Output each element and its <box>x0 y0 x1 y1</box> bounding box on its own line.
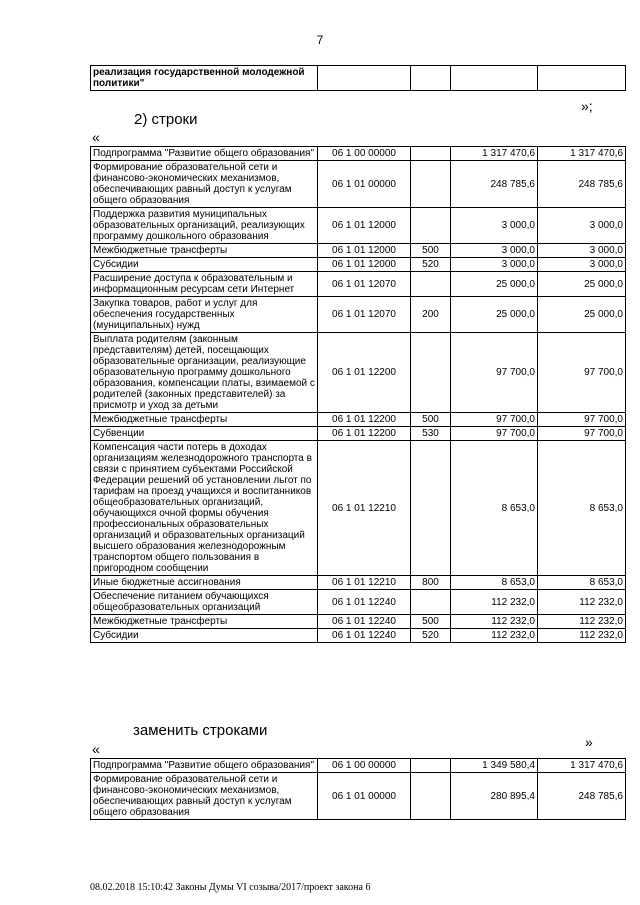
row-amount-1: 280 895,4 <box>451 773 538 820</box>
table-row <box>91 272 626 297</box>
page-number: 7 <box>316 33 324 47</box>
row-name: Обеспечение питанием обучающихся общеобразовательных организаций <box>91 590 318 615</box>
row-name: Субсидии <box>91 258 318 272</box>
table-row <box>91 258 626 272</box>
table-row <box>91 576 626 590</box>
row-code: 06 1 01 12200 <box>318 413 411 427</box>
table-row <box>91 427 626 441</box>
row-amount-2: 25 000,0 <box>538 272 626 297</box>
row-name: Закупка товаров, работ и услуг для обеспечения государственных (муниципальных) нужд <box>91 297 318 333</box>
row-name: Поддержка развития муниципальных образовательных организаций, реализующих программу дошкольного образования <box>91 208 318 244</box>
closing-quote: »; <box>581 98 593 114</box>
budget-table-new <box>90 758 626 820</box>
table-row <box>91 615 626 629</box>
row-vr <box>411 590 451 615</box>
row-amount-1: 25 000,0 <box>451 297 538 333</box>
table-row <box>91 161 626 208</box>
section-heading: 2) строки <box>134 111 198 128</box>
row-code: 06 1 01 12200 <box>318 427 411 441</box>
row-code <box>318 66 411 91</box>
row-code: 06 1 01 12200 <box>318 333 411 413</box>
row-amount-1: 248 785,6 <box>451 161 538 208</box>
row-code: 06 1 01 12070 <box>318 272 411 297</box>
budget-table-new-body <box>91 759 626 820</box>
budget-table-old <box>90 146 626 643</box>
row-vr: 530 <box>411 427 451 441</box>
row-amount-1: 97 700,0 <box>451 427 538 441</box>
row-code: 06 1 01 12070 <box>318 297 411 333</box>
row-amount-1: 8 653,0 <box>451 576 538 590</box>
replace-heading: заменить строками <box>133 722 268 739</box>
row-amount-1: 3 000,0 <box>451 258 538 272</box>
row-code: 06 1 01 12240 <box>318 590 411 615</box>
footer-text: 08.02.2018 15:10:42 Законы Думы VI созыва/2017/проект закона 6 <box>90 882 371 893</box>
row-amount-1: 25 000,0 <box>451 272 538 297</box>
row-amount-1: 112 232,0 <box>451 590 538 615</box>
row-amount-2: 112 232,0 <box>538 629 626 643</box>
table-row <box>91 590 626 615</box>
row-vr: 200 <box>411 297 451 333</box>
row-name: Подпрограмма "Развитие общего образования" <box>91 147 318 161</box>
row-name: Межбюджетные трансферты <box>91 615 318 629</box>
row-name: Субсидии <box>91 629 318 643</box>
table-row <box>91 773 626 820</box>
row-name: Формирование образовательной сети и финансово-экономических механизмов, обеспечивающих равный доступ к услугам общего образования <box>91 773 318 820</box>
row-amount-2: 97 700,0 <box>538 427 626 441</box>
row-name: Выплата родителям (законным представителям) детей, посещающих образовательные организации, реализующие образовательную программу дошкольного образования, компенсации платы, взимаемой с родителей (законных представителей) за присмотр и уход за детьми <box>91 333 318 413</box>
row-code: 06 1 01 12000 <box>318 208 411 244</box>
row-code: 06 1 00 00000 <box>318 147 411 161</box>
row-amount-2: 25 000,0 <box>538 297 626 333</box>
row-vr <box>411 759 451 773</box>
row-amount-1: 112 232,0 <box>451 629 538 643</box>
row-amount-1: 97 700,0 <box>451 413 538 427</box>
table-row <box>91 297 626 333</box>
row-amount-1: 3 000,0 <box>451 208 538 244</box>
row-amount-1: 112 232,0 <box>451 615 538 629</box>
row-vr: 500 <box>411 615 451 629</box>
row-code: 06 1 01 00000 <box>318 161 411 208</box>
table-row <box>91 441 626 576</box>
row-amount-1: 3 000,0 <box>451 244 538 258</box>
row-amount-2 <box>538 66 626 91</box>
row-amount-2: 248 785,6 <box>538 161 626 208</box>
row-vr <box>411 208 451 244</box>
row-vr: 520 <box>411 258 451 272</box>
row-code: 06 1 01 12000 <box>318 244 411 258</box>
row-name: Формирование образовательной сети и финансово-экономических механизмов, обеспечивающих равный доступ к услугам общего образования <box>91 161 318 208</box>
table-row <box>91 413 626 427</box>
row-amount-2: 3 000,0 <box>538 244 626 258</box>
row-vr <box>411 147 451 161</box>
row-name: Межбюджетные трансферты <box>91 244 318 258</box>
row-amount-2: 97 700,0 <box>538 413 626 427</box>
table-row <box>91 66 626 91</box>
row-name: Компенсация части потерь в доходах организациям железнодорожного транспорта в связи с принятием субъектами Российской Федерации решений об установлении льгот по тарифам на проезд учащихся и воспитанников общеобразовательных организаций, обучающихся очной формы обучения профессиональных образовательных организаций и образовательных организаций высшего образования железнодорожным транспортом общего пользования в пригородном сообщении <box>91 441 318 576</box>
table-row <box>91 759 626 773</box>
row-amount-2: 97 700,0 <box>538 333 626 413</box>
closing-quote-2: » <box>585 734 593 750</box>
row-amount-2: 1 317 470,6 <box>538 147 626 161</box>
row-name: Расширение доступа к образовательным и информационным ресурсам сети Интернет <box>91 272 318 297</box>
row-amount-1: 1 349 580,4 <box>451 759 538 773</box>
row-amount-1: 97 700,0 <box>451 333 538 413</box>
row-amount-2: 8 653,0 <box>538 441 626 576</box>
row-code: 06 1 01 12240 <box>318 615 411 629</box>
top-table <box>90 65 626 91</box>
row-name: Субвенции <box>91 427 318 441</box>
row-amount-2: 3 000,0 <box>538 208 626 244</box>
row-amount-1: 8 653,0 <box>451 441 538 576</box>
budget-table-old-body <box>91 147 626 643</box>
row-amount-2: 8 653,0 <box>538 576 626 590</box>
row-amount-2: 248 785,6 <box>538 773 626 820</box>
row-vr: 800 <box>411 576 451 590</box>
opening-quote-2: « <box>92 741 100 757</box>
row-amount-1: 1 317 470,6 <box>451 147 538 161</box>
table-row <box>91 333 626 413</box>
row-code: 06 1 01 12210 <box>318 576 411 590</box>
row-name: Иные бюджетные ассигнования <box>91 576 318 590</box>
row-code: 06 1 00 00000 <box>318 759 411 773</box>
row-vr <box>411 66 451 91</box>
table-row <box>91 208 626 244</box>
row-amount-2: 1 317 470,6 <box>538 759 626 773</box>
top-table-body <box>91 66 626 91</box>
table-row <box>91 629 626 643</box>
row-vr: 500 <box>411 413 451 427</box>
row-vr: 500 <box>411 244 451 258</box>
row-amount-2: 3 000,0 <box>538 258 626 272</box>
row-code: 06 1 01 00000 <box>318 773 411 820</box>
row-amount-2: 112 232,0 <box>538 590 626 615</box>
row-code: 06 1 01 12240 <box>318 629 411 643</box>
row-vr <box>411 161 451 208</box>
row-vr: 520 <box>411 629 451 643</box>
row-vr <box>411 773 451 820</box>
row-amount-2: 112 232,0 <box>538 615 626 629</box>
opening-quote: « <box>92 129 100 145</box>
row-vr <box>411 272 451 297</box>
row-code: 06 1 01 12000 <box>318 258 411 272</box>
table-row <box>91 244 626 258</box>
row-name: реализация государственной молодежной политики" <box>91 66 318 91</box>
row-vr <box>411 333 451 413</box>
row-name: Подпрограмма "Развитие общего образования" <box>91 759 318 773</box>
row-name: Межбюджетные трансферты <box>91 413 318 427</box>
table-row <box>91 147 626 161</box>
row-code: 06 1 01 12210 <box>318 441 411 576</box>
row-amount-1 <box>451 66 538 91</box>
row-vr <box>411 441 451 576</box>
